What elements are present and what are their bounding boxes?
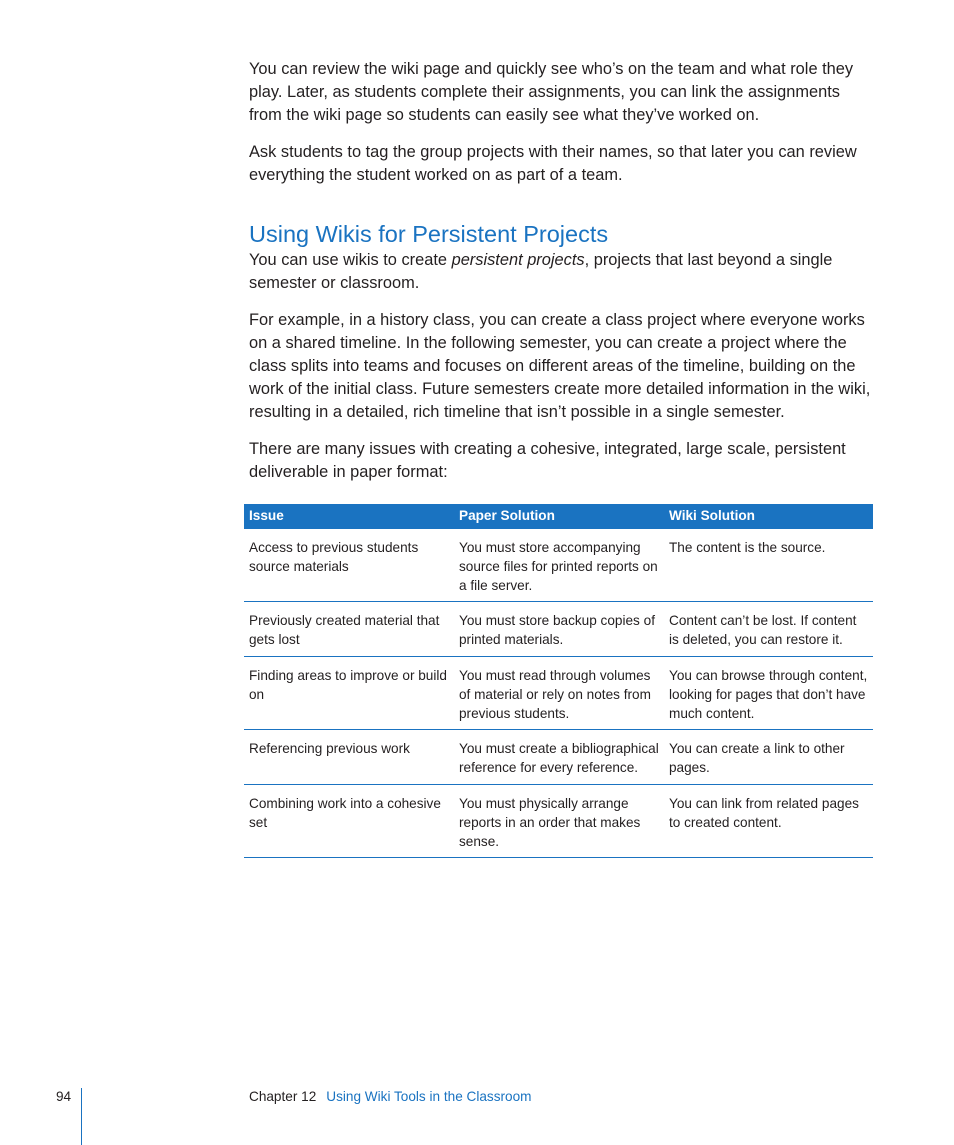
section-paragraph: There are many issues with creating a cohesive, integrated, large scale, persistent deliverable in paper format:	[249, 440, 846, 481]
paper-solution-cell: You must store accompanying source files for printed reports on a file server.	[454, 529, 664, 602]
emphasis-term: persistent projects	[451, 251, 585, 269]
table-row	[244, 602, 873, 657]
table-header-row	[244, 504, 873, 529]
paper-solution-cell: You must physically arrange reports in an order that makes sense.	[454, 784, 664, 857]
section-paragraph	[249, 249, 873, 295]
chapter-title-link[interactable]: Using Wiki Tools in the Classroom	[326, 1089, 532, 1104]
intro-paragraph: You can review the wiki page and quickly see who’s on the team and what role they play. Later, as students complete their assignments, you can link the assignments from the wiki page so students can easily see what they’ve worked on.	[249, 60, 854, 124]
section-paragraph: For example, in a history class, you can create a class project where everyone works on a shared timeline. In the following semester, you can create a project where the class splits into teams and focuses on different areas of the timeline, building on the work of the initial class. Future semesters create more detailed information in the wiki, resulting in a detailed, rich timeline that isn’t possible in a single semester.	[249, 311, 871, 421]
table-row	[244, 656, 873, 729]
column-header-wiki-solution: Wiki Solution	[664, 504, 873, 529]
paper-solution-cell: You must read through volumes of material or rely on notes from previous students.	[454, 656, 664, 729]
wiki-solution-cell: Content can’t be lost. If content is deleted, you can restore it.	[664, 602, 873, 657]
issue-cell: Access to previous students source materials	[244, 529, 454, 602]
wiki-solution-cell: You can browse through content, looking for pages that don’t have much content.	[664, 656, 873, 729]
table-row	[244, 730, 873, 785]
comparison-table	[244, 504, 873, 858]
chapter-label: Chapter 12	[249, 1089, 317, 1104]
text-run: , projects that last beyond a single semester or classroom.	[249, 251, 833, 292]
footer-chapter	[249, 1089, 532, 1104]
paper-solution-cell: You must create a bibliographical reference for every reference.	[454, 730, 664, 785]
column-header-paper-solution: Paper Solution	[454, 504, 664, 529]
page-body	[249, 58, 873, 498]
footer-divider	[81, 1088, 82, 1145]
section-heading: Using Wikis for Persistent Projects	[249, 221, 609, 247]
table-row	[244, 784, 873, 857]
issue-cell: Finding areas to improve or build on	[244, 656, 454, 729]
intro-paragraph: Ask students to tag the group projects with their names, so that later you can review everything the student worked on as part of a team.	[249, 143, 857, 184]
paper-solution-cell: You must store backup copies of printed materials.	[454, 602, 664, 657]
wiki-solution-cell: You can link from related pages to created content.	[664, 784, 873, 857]
issue-cell: Combining work into a cohesive set	[244, 784, 454, 857]
wiki-solution-cell: The content is the source.	[664, 529, 873, 602]
text-run: You can use wikis to create	[249, 251, 452, 269]
issue-cell: Previously created material that gets lost	[244, 602, 454, 657]
wiki-solution-cell: You can create a link to other pages.	[664, 730, 873, 785]
column-header-issue: Issue	[244, 504, 454, 529]
page-number: 94	[56, 1089, 72, 1104]
table-row	[244, 529, 873, 602]
issue-cell: Referencing previous work	[244, 730, 454, 785]
